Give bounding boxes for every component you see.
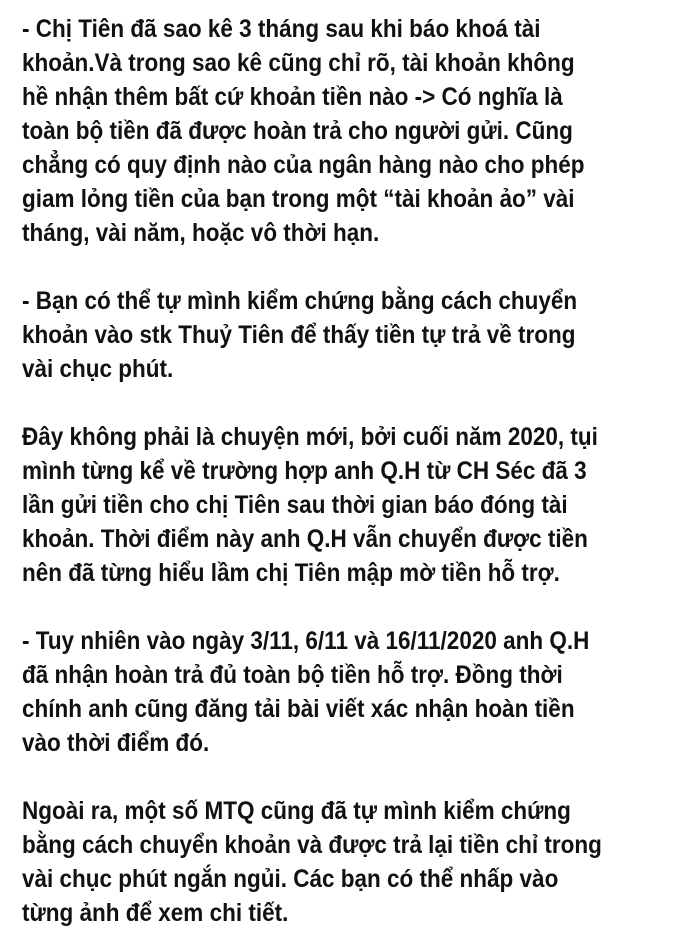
- text-line: nên đã từng hiểu lầm chị Tiên mập mờ tiền hỗ trợ.: [22, 559, 560, 587]
- text-line: khoản. Thời điểm này anh Q.H vẫn chuyển được tiền: [22, 525, 588, 553]
- text-line: từng ảnh để xem chi tiết.: [22, 899, 289, 927]
- paragraph-spacer: [22, 250, 602, 284]
- paragraph: [22, 794, 602, 930]
- text-line: lần gửi tiền cho chị Tiên sau thời gian báo đóng tài: [22, 491, 568, 519]
- document-text: [22, 12, 602, 930]
- text-line: vào thời điểm đó.: [22, 729, 210, 757]
- text-line: vài chục phút ngắn ngủi. Các bạn có thể nhấp vào: [22, 865, 559, 893]
- text-line: tháng, vài năm, hoặc vô thời hạn.: [22, 219, 380, 247]
- paragraph: [22, 420, 602, 590]
- paragraph-spacer: [22, 760, 602, 794]
- text-line: bằng cách chuyển khoản và được trả lại tiền chỉ trong: [22, 831, 602, 859]
- text-line: vài chục phút.: [22, 355, 174, 383]
- text-line: mình từng kể về trường hợp anh Q.H từ CH Séc đã 3: [22, 457, 587, 485]
- text-line: - Chị Tiên đã sao kê 3 tháng sau khi báo khoá tài: [22, 15, 541, 43]
- paragraph: [22, 12, 602, 250]
- text-line: Ngoài ra, một số MTQ cũng đã tự mình kiểm chứng: [22, 797, 571, 825]
- text-line: hề nhận thêm bất cứ khoản tiền nào -> Có nghĩa là: [22, 83, 563, 111]
- text-line: giam lỏng tiền của bạn trong một “tài khoản ảo” vài: [22, 185, 575, 213]
- paragraph-spacer: [22, 386, 602, 420]
- text-line: toàn bộ tiền đã được hoàn trả cho người gửi. Cũng: [22, 117, 573, 145]
- paragraph: [22, 284, 602, 386]
- text-line: khoản vào stk Thuỷ Tiên để thấy tiền tự trả về trong: [22, 321, 576, 349]
- text-line: chính anh cũng đăng tải bài viết xác nhận hoàn tiền: [22, 695, 575, 723]
- paragraph: [22, 624, 602, 760]
- text-line: - Tuy nhiên vào ngày 3/11, 6/11 và 16/11/2020 anh Q.H: [22, 627, 590, 655]
- text-line: - Bạn có thể tự mình kiểm chứng bằng cách chuyển: [22, 287, 578, 315]
- text-line: chẳng có quy định nào của ngân hàng nào cho phép: [22, 151, 585, 179]
- paragraph-spacer: [22, 590, 602, 624]
- text-line: đã nhận hoàn trả đủ toàn bộ tiền hỗ trợ. Đồng thời: [22, 661, 563, 689]
- text-line: khoản.Và trong sao kê cũng chỉ rõ, tài khoản không: [22, 49, 575, 77]
- text-line: Đây không phải là chuyện mới, bởi cuối năm 2020, tụi: [22, 423, 598, 451]
